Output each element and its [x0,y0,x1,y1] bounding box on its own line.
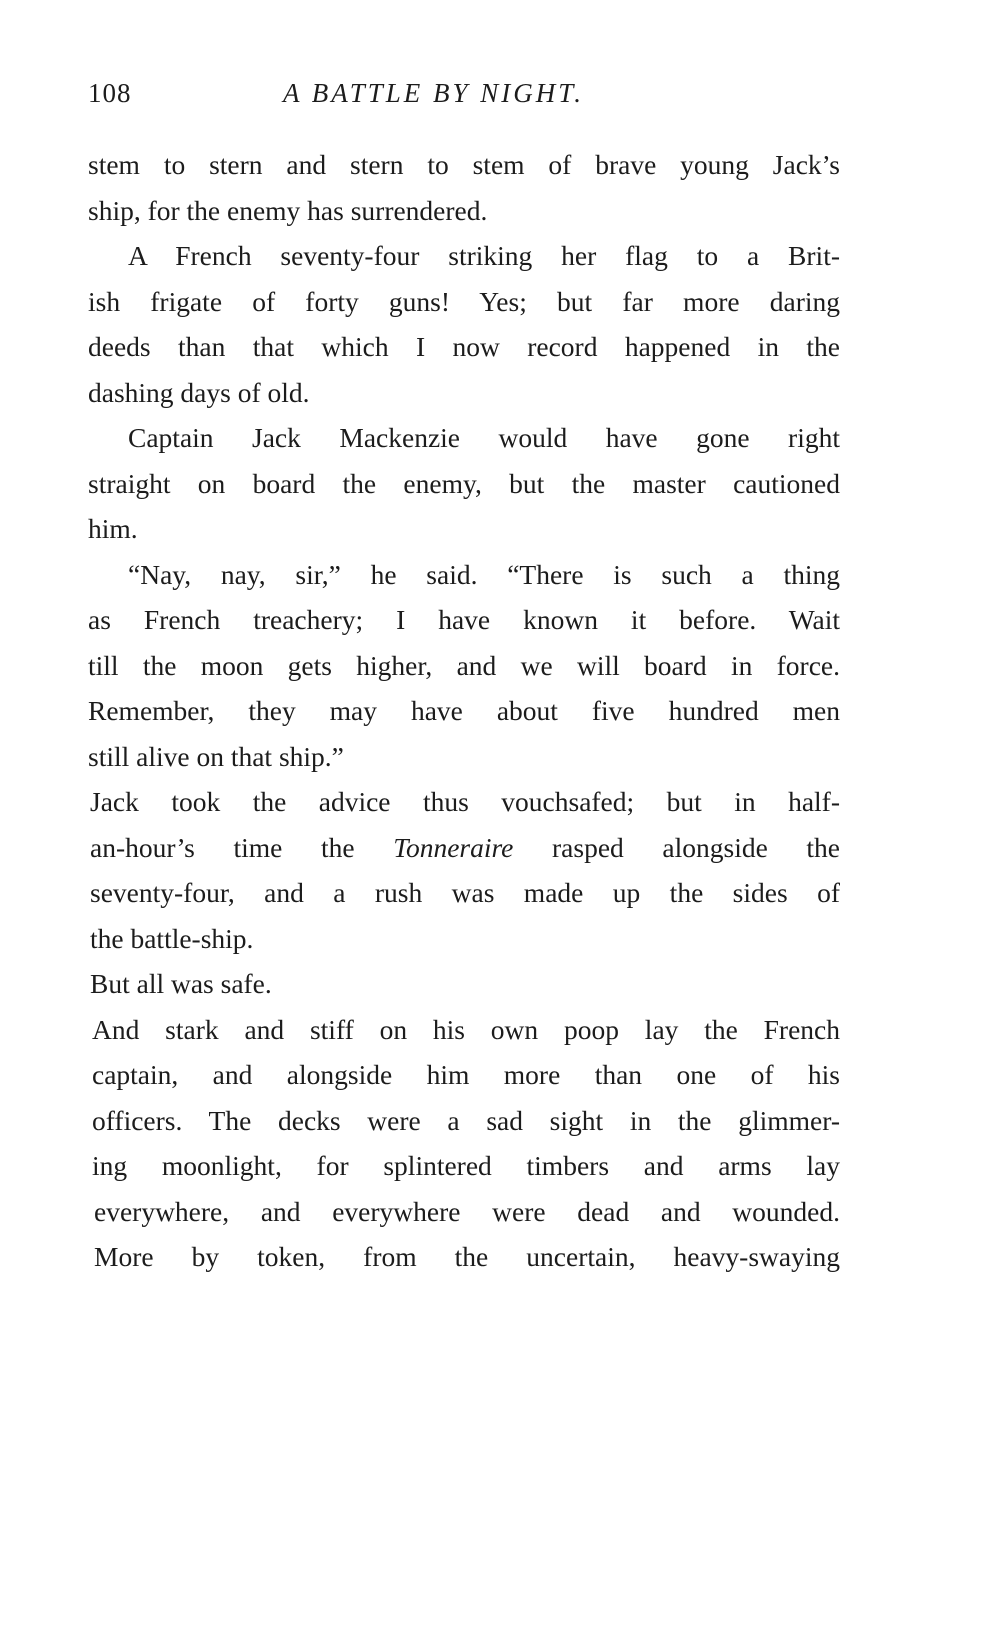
text-fragment: an-hour’s time the [90,831,394,863]
text-line: him. [88,513,138,544]
running-title: A BATTLE BY NIGHT. [283,78,585,108]
text-line-with-ship-name [88,825,840,871]
paragraph-start: More by token, from the uncertain, heavy-swaying [94,1241,840,1272]
text-line: stem to stern and stern to stem of brave young Jack’s [88,149,840,180]
text-line: everywhere, and everywhere were dead and wounded. [94,1195,840,1227]
text-line: till the moon gets higher, and we will board in force. [88,649,840,681]
paragraph-start: “Nay, nay, sir,” he said. “There is such a thing [128,558,840,590]
text-line: ship, for the enemy has surrendered. [88,194,488,226]
text-line: captain, and alongside him more than one of his [92,1059,840,1090]
paragraph-start: Jack took the advice thus vouchsafed; but in half- [90,786,840,817]
paragraph: But all was safe. [90,968,272,999]
paragraph-start: A French seventy-four striking her flag to a Brit- [128,240,840,271]
text-line: ish frigate of forty guns! Yes; but far more daring [88,285,840,317]
ship-name: Tonneraire [393,831,514,863]
body-text [88,142,840,1280]
running-head [88,78,848,118]
text-line: still alive on that ship.” [88,740,344,772]
text-line: the battle-ship. [90,922,254,954]
text-line: officers. The decks were a sad sight in the glimmer- [92,1104,840,1136]
text-line: straight on board the enemy, but the master cautioned [88,467,840,499]
paragraph-start: Captain Jack Mackenzie would have gone right [128,422,840,453]
text-line: Remember, they may have about five hundred men [88,695,840,726]
text-line: deeds than that which I now record happened in the [88,331,840,362]
page-number: 108 [88,78,132,108]
text-line: dashing days of old. [88,376,310,408]
text-line: seventy-four, and a rush was made up the sides of [90,877,840,908]
paragraph-start: And stark and stiff on his own poop lay the French [92,1013,840,1045]
text-line: ing moonlight, for splintered timbers and arms lay [92,1150,840,1181]
text-line: as French treachery; I have known it before. Wait [88,604,840,635]
text-fragment: rasped alongside the [552,831,840,863]
